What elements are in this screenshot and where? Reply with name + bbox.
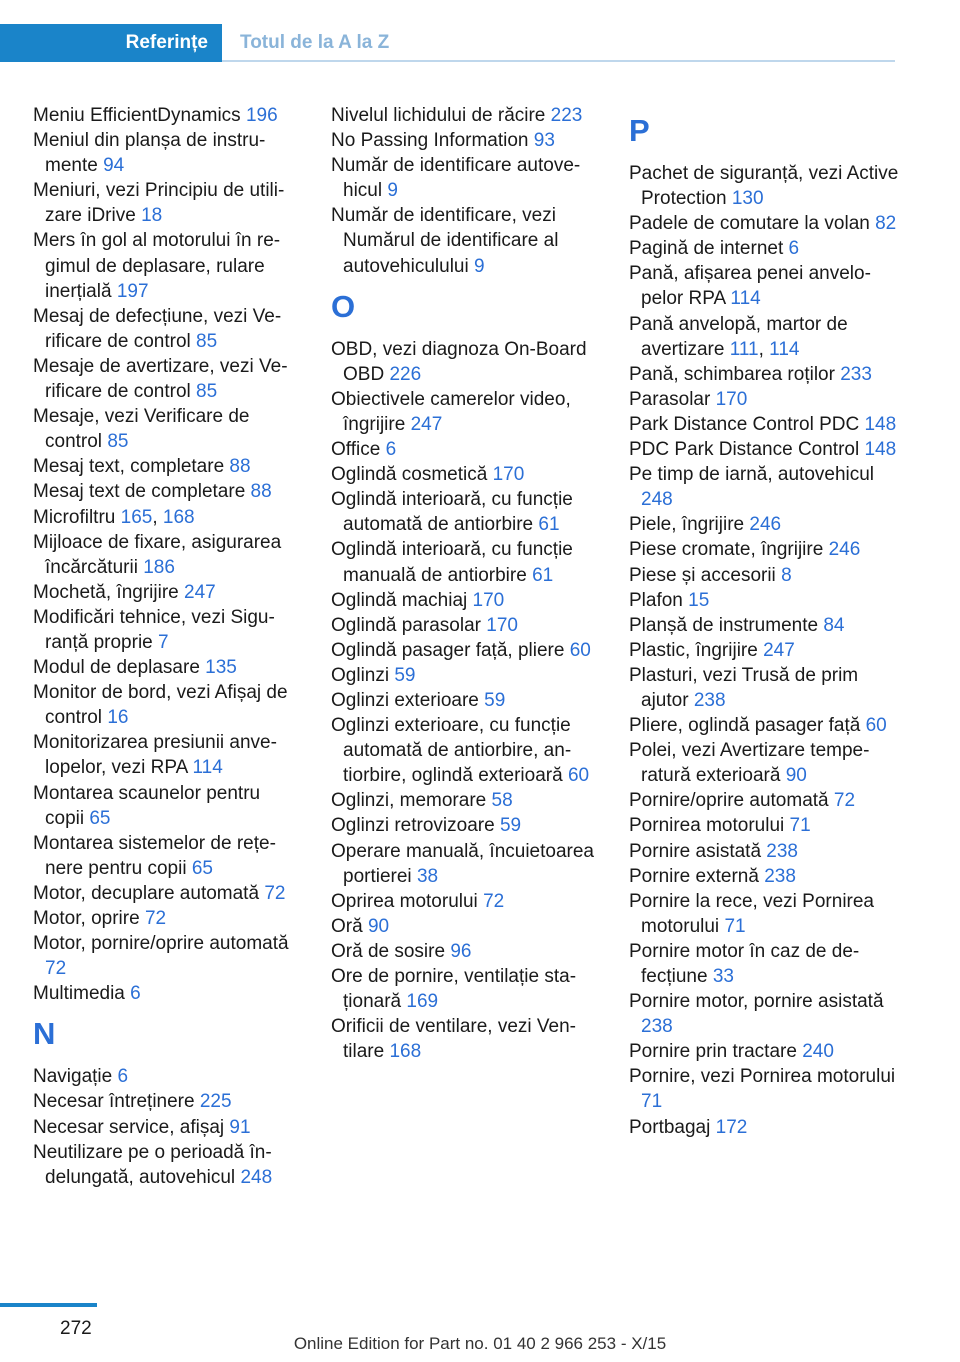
index-entry-text: Mijloace de fixare, asigurarea încărcăturii: [33, 531, 282, 578]
section-letter: O: [331, 288, 356, 324]
index-entry-text: OBD, vezi diagnoza On-Board OBD: [331, 338, 587, 385]
page-link[interactable]: 71: [641, 1091, 663, 1113]
index-entry-text: Planșă de instrumente: [629, 614, 819, 636]
index-entry: [331, 914, 601, 939]
page-link[interactable]: 114: [730, 288, 761, 310]
page-link[interactable]: 72: [833, 790, 856, 812]
page-link[interactable]: 16: [107, 707, 129, 729]
page-link[interactable]: 9: [387, 180, 398, 202]
index-entry-text: PDC Park Distance Control: [629, 439, 860, 461]
page-link[interactable]: 238: [641, 1016, 673, 1038]
index-entry-text: Mesaje de avertizare, vezi Verificare de control: [33, 355, 288, 403]
index-entry-text: Piele, îngrijire: [629, 514, 745, 536]
index-entry: [331, 638, 601, 663]
index-entry-text: Pornire asistată: [629, 840, 762, 862]
tab-a-to-z[interactable]: Totul de la A la Z: [240, 32, 390, 53]
index-entry: [331, 663, 601, 688]
index-entry-text: Pană, schimbarea roților: [629, 363, 835, 385]
index-entry-text: Pe timp de iarnă, autovehicul: [629, 464, 875, 486]
index-entry-text: Polei, vezi Avertizare temperatură exterioară: [629, 740, 870, 787]
index-entry: [629, 788, 899, 813]
index-entry-text: Plastic, îngrijire: [629, 639, 758, 661]
index-entry-text: Pagină de internet: [629, 238, 784, 260]
index-entry: [629, 211, 899, 236]
page-link[interactable]: 148: [864, 439, 897, 461]
page-link[interactable]: 72: [264, 882, 286, 904]
page-link[interactable]: 196: [245, 105, 278, 126]
index-entry-text: Piese cromate, îngrijire: [629, 539, 824, 561]
index-entry: [629, 638, 899, 663]
index-entry-text: Obiectivele camerelor video, îngrijire: [331, 388, 571, 435]
index-entry-text: Meniul din planșa de instrumente: [33, 130, 266, 177]
index-entry-text: Navigație: [33, 1066, 113, 1088]
index-entry-text: Oglindă pasager față, pliere: [331, 639, 565, 661]
page-link[interactable]: 247: [763, 639, 795, 661]
index-entry-text: Parasolar: [629, 388, 711, 410]
index-entry: [629, 1064, 899, 1114]
index-entry: [629, 563, 899, 588]
page-link[interactable]: 71: [724, 915, 746, 937]
index-entry-text: Oglinzi exterioare: [331, 689, 479, 711]
index-entry-text: Oglindă parasolar: [331, 614, 481, 636]
index-entry-text: Padele de comutare la volan: [629, 213, 870, 235]
index-entry-text: Motor, oprire: [33, 908, 140, 929]
index-entry-text: Monitor de bord, vezi Afișaj de control: [33, 682, 288, 729]
page-link[interactable]: 168: [162, 506, 195, 528]
page-link[interactable]: 114: [769, 338, 800, 360]
page-link[interactable]: 186: [143, 556, 175, 578]
index-entry-text: Portbagaj: [629, 1116, 711, 1138]
page-link[interactable]: 238: [764, 865, 796, 887]
index-entry: [629, 864, 899, 889]
page-link[interactable]: 233: [840, 363, 872, 385]
header-bar: [0, 0, 895, 62]
index-entry: [33, 228, 303, 303]
page-link[interactable]: 85: [107, 431, 129, 453]
section-letter: P: [629, 113, 650, 148]
index-entry-text: Montarea sistemelor de rețenere pentru copii: [33, 832, 276, 879]
index-entry: [629, 1039, 899, 1064]
page-link[interactable]: 135: [205, 657, 237, 679]
footer-accent-line: [0, 1303, 97, 1307]
page-link[interactable]: 246: [749, 514, 782, 536]
index-column-1: [33, 103, 303, 1190]
index-entry-text: Pornire motor în caz de defecțiune: [629, 940, 860, 987]
page-link[interactable]: 7: [158, 631, 169, 653]
index-entry-text: Plasturi, vezi Trusă de prim ajutor: [629, 664, 859, 711]
index-entry: [33, 1140, 303, 1190]
index-entry: [33, 981, 303, 1006]
page-link[interactable]: 169: [406, 991, 439, 1013]
index-entry: [629, 713, 899, 738]
index-entry-text: Montarea scaunelor pentru copii: [33, 782, 261, 829]
index-entry-text: Pornire/oprire automată: [629, 790, 829, 812]
index-entry: [331, 1014, 601, 1064]
index-entry-text: Oglinzi: [331, 664, 390, 686]
index-entry: [629, 537, 899, 562]
page-link[interactable]: 223: [550, 105, 583, 126]
page-number: 272: [60, 1318, 92, 1339]
page-link[interactable]: 65: [89, 807, 111, 829]
index-entry-text: Meniu EfficientDynamics: [33, 105, 241, 126]
page-link[interactable]: 88: [250, 481, 272, 503]
index-entry-text: Pornire prin tractare: [629, 1041, 797, 1063]
page-link[interactable]: 84: [823, 614, 845, 636]
page-link[interactable]: 248: [240, 1166, 273, 1188]
index-entry-text: Mers în gol al motorului în regimul de deplasare, rulare inerțială: [33, 230, 281, 302]
header-divider: [222, 60, 895, 62]
index-entry-text: Microfiltru: [33, 506, 116, 528]
page-link[interactable]: 238: [766, 840, 798, 862]
index-entry: [33, 655, 303, 680]
index-entry: Microfiltru 165, 168: [33, 506, 195, 528]
index-entry-text: Mesaj text, completare: [33, 456, 225, 478]
index-entry-text: Multimedia: [33, 983, 125, 1005]
page-link[interactable]: 88: [229, 456, 251, 478]
section-letter: N: [33, 1016, 56, 1052]
page-link[interactable]: 197: [116, 280, 149, 302]
index-entry-text: Nivelul lichidului de răcire: [331, 105, 546, 126]
page-link[interactable]: 8: [781, 564, 792, 586]
page-link[interactable]: 85: [196, 381, 218, 403]
index-entry: [331, 487, 601, 537]
index-entry-text: Orificii de ventilare, vezi Ventilare: [331, 1016, 576, 1063]
index-entry-text: Oglindă interioară, cu funcție automată de antiorbire: [331, 489, 573, 536]
index-entry-text: Necesar întreținere: [33, 1091, 195, 1113]
index-entry: [331, 964, 601, 1014]
index-entry-text: Pornire motor, pornire asistată: [629, 991, 884, 1013]
index-entry: [331, 387, 601, 437]
tab-references[interactable]: Referințe: [0, 24, 222, 62]
page-link[interactable]: 238: [693, 689, 726, 711]
index-entry: [331, 813, 601, 838]
index-entry-text: Park Distance Control PDC: [629, 413, 860, 435]
index-entry-text: Oră de sosire: [331, 940, 446, 962]
index-entry-text: Pliere, oglindă pasager față: [629, 715, 861, 737]
index-entry: [33, 781, 303, 831]
index-entry-text: Meniuri, vezi Principiu de utilizare iDrive: [33, 180, 285, 227]
index-entry: [331, 462, 601, 487]
index-entry-text: Oglinzi retrovizoare: [331, 815, 495, 837]
index-entry: [331, 588, 601, 613]
index-entry: [33, 605, 303, 655]
footer-edition-note: Online Edition for Part no. 01 40 2 966 253 - X/15: [293, 1334, 667, 1353]
index-column-3: [629, 103, 899, 1140]
index-entry: [33, 1115, 303, 1140]
index-entry-text: Pornire la rece, vezi Pornirea motorului: [629, 890, 874, 937]
page-link[interactable]: 93: [533, 130, 555, 152]
index-entry: [629, 412, 899, 437]
index-entry: [331, 437, 601, 462]
page-link[interactable]: 72: [144, 908, 167, 929]
index-entry-text: Motor, pornire/oprire automată: [33, 933, 289, 955]
index-entry: [331, 613, 601, 638]
index-entry: [331, 939, 601, 964]
index-entry: [331, 688, 601, 713]
index-entry-text: Pornire, vezi Pornirea motorului: [629, 1066, 896, 1088]
page-link[interactable]: 165: [120, 506, 153, 528]
index-entry-text: Motor, decuplare automată: [33, 882, 260, 904]
page-link[interactable]: 90: [367, 915, 390, 937]
index-entry: [33, 178, 303, 228]
page-link[interactable]: 72: [45, 958, 67, 980]
index-entry-text: Pornirea motorului: [629, 815, 785, 837]
index-entry: [629, 161, 899, 211]
index-entry: [629, 437, 899, 462]
index-entry: [33, 404, 303, 454]
index-entry-text: Oprirea motorului: [331, 890, 478, 912]
index-entry: Pană anvelopă, martor de avertizare 111, 114: [629, 313, 848, 360]
page-link[interactable]: 130: [731, 188, 764, 210]
index-entry: [629, 889, 899, 939]
index-entry: [33, 881, 303, 906]
index-entry: [33, 1064, 303, 1089]
page-link[interactable]: 6: [788, 238, 800, 260]
index-entry: [629, 512, 899, 537]
index-entry-text: Oglinzi, memorare: [331, 790, 487, 812]
index-entry: [629, 387, 899, 412]
index-entry: [331, 537, 601, 587]
index-entry-text: No Passing Information: [331, 130, 529, 152]
page-link[interactable]: 82: [875, 213, 897, 235]
index-entry-text: Număr de identificare autovehicul: [331, 155, 581, 202]
index-entry-text: Mochetă, îngrijire: [33, 581, 179, 603]
index-entry: [33, 354, 303, 404]
index-entry: [331, 103, 601, 128]
page-link[interactable]: 240: [802, 1041, 834, 1063]
page-link[interactable]: 90: [785, 765, 807, 787]
index-entry-text: Oglindă interioară, cu funcție manuală de antiorbire: [331, 539, 573, 586]
index-entry: [33, 580, 303, 605]
page-link[interactable]: 60: [569, 639, 591, 661]
index-entry: [629, 1115, 899, 1140]
page-link[interactable]: 18: [141, 205, 163, 227]
index-entry: [33, 906, 303, 931]
index-entry: [629, 939, 899, 989]
index-entry: [331, 153, 601, 203]
index-entry-text: Mesaj text de completare: [33, 481, 246, 503]
index-entry: [331, 713, 601, 788]
index-entry-text: Neutilizare pe o perioadă îndelungată, autovehicul: [33, 1141, 272, 1188]
index-entry: [629, 261, 899, 311]
index-entry-text: Pană anvelopă, martor de avertizare: [629, 313, 848, 360]
page-link[interactable]: 114: [192, 757, 223, 779]
page-link[interactable]: 59: [484, 689, 506, 711]
index-entry: [33, 730, 303, 780]
index-entry-text: Pachet de siguranță, vezi Active Protection: [629, 163, 899, 210]
page-link[interactable]: 246: [828, 539, 861, 561]
index-entry-text: Pană, afișarea penei anvelopelor RPA: [629, 263, 871, 310]
index-entry: [33, 680, 303, 730]
page-link[interactable]: 59: [394, 664, 416, 686]
page-link[interactable]: 91: [229, 1116, 251, 1138]
page-link[interactable]: 96: [450, 940, 472, 962]
index-entry-text: Pornire externă: [629, 865, 759, 887]
index-entry: [629, 236, 899, 261]
page-link[interactable]: 170: [492, 464, 525, 486]
index-entry-text: Mesaj de defecțiune, vezi Verificare de control: [33, 305, 282, 352]
page-link[interactable]: 72: [483, 890, 505, 912]
index-entry-text: Plafon: [629, 589, 683, 611]
index-entry-text: Necesar service, afișaj: [33, 1116, 225, 1138]
index-entry: [629, 813, 899, 838]
index-entry-text: Oglindă machiaj: [331, 589, 468, 611]
page-link[interactable]: 172: [715, 1116, 748, 1138]
index-entry-text: Oglindă cosmetică: [331, 464, 488, 486]
index-entry: [331, 128, 601, 153]
index-entry: [331, 788, 601, 813]
index-entry: [331, 889, 601, 914]
page-link[interactable]: 225: [199, 1091, 232, 1113]
page-link[interactable]: 148: [864, 413, 897, 435]
page-link[interactable]: 61: [532, 564, 554, 586]
page-link[interactable]: 9: [473, 255, 485, 277]
page-link[interactable]: 61: [538, 514, 560, 536]
page-link[interactable]: 247: [410, 413, 443, 435]
index-entry-text: Oră: [331, 915, 363, 937]
page-link[interactable]: 58: [491, 790, 513, 812]
index-entry-text: Piese și accesorii: [629, 564, 776, 586]
index-entry: [33, 479, 303, 504]
page-link[interactable]: 6: [130, 983, 141, 1005]
index-entry: [629, 362, 899, 387]
index-column-2: [331, 103, 601, 1064]
index-entry-text: Monitorizarea presiunii anvelopelor, vezi RPA: [33, 732, 277, 779]
index-entry: [33, 931, 303, 981]
page-link[interactable]: 170: [486, 614, 518, 636]
index-entry: [331, 839, 601, 889]
index-entry: [629, 663, 899, 713]
index-entry: [629, 613, 899, 638]
index-entry-text: Mesaje, vezi Verificare de control: [33, 406, 250, 453]
index-entry-text: Ore de pornire, ventilație staționară: [331, 966, 577, 1013]
index-entry: [629, 839, 899, 864]
page-link[interactable]: 247: [184, 581, 216, 603]
page-link[interactable]: 33: [712, 966, 734, 987]
page-link[interactable]: 6: [117, 1066, 129, 1088]
index-entry-text: Modul de deplasare: [33, 657, 200, 679]
index-entry: [629, 588, 899, 613]
index-entry: [33, 530, 303, 580]
index-entry: [629, 462, 899, 512]
page-link[interactable]: 60: [567, 765, 590, 787]
index-entry: [629, 989, 899, 1039]
page-link[interactable]: 226: [389, 363, 422, 385]
page-link[interactable]: 94: [103, 155, 125, 177]
page-link[interactable]: 71: [789, 815, 811, 837]
index-entry: [33, 304, 303, 354]
page-link[interactable]: 85: [196, 330, 218, 352]
page-link[interactable]: 111: [729, 338, 759, 360]
index-entry: [629, 738, 899, 788]
page-link[interactable]: 248: [641, 489, 673, 511]
page-link[interactable]: 60: [865, 715, 887, 737]
index-entry: [331, 337, 601, 387]
page-link[interactable]: 38: [416, 865, 439, 887]
index-entry-text: Operare manuală, încuietoarea portierei: [331, 840, 594, 887]
page-link[interactable]: 170: [715, 388, 748, 410]
page-link[interactable]: 65: [191, 857, 213, 879]
index-entry-text: Office: [331, 439, 381, 461]
index-entry: [33, 831, 303, 881]
page-link[interactable]: 170: [472, 589, 505, 611]
index-entry: [331, 203, 601, 278]
index-entry-text: Număr de identificare, vezi Numărul de identificare al autovehiculului: [331, 205, 559, 277]
page-link[interactable]: 15: [688, 589, 710, 611]
index-entry-text: Oglinzi exterioare, cu funcție automată de antiorbire, antiorbire, oglindă exterioară: [331, 715, 572, 787]
index-entry: [33, 128, 303, 178]
index-entry-text: Modificări tehnice, vezi Siguranță proprie: [33, 606, 275, 653]
page-link[interactable]: 168: [389, 1041, 422, 1063]
page-link[interactable]: 6: [385, 439, 397, 461]
index-entry: [33, 454, 303, 479]
index-entry: [33, 103, 303, 128]
index-entry: [33, 1089, 303, 1114]
page-link[interactable]: 59: [499, 815, 522, 837]
